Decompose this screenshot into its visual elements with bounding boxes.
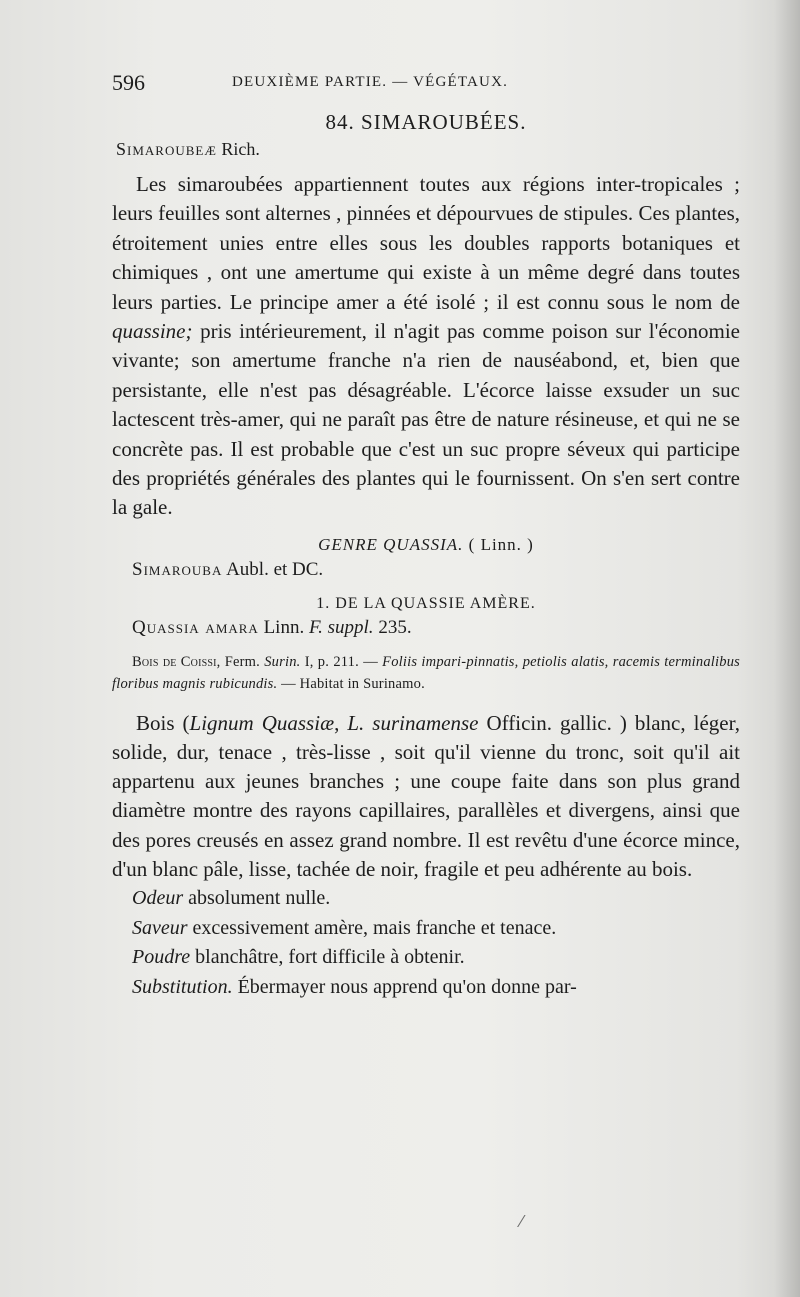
species-name-line (132, 617, 740, 639)
property-text: Ébermayer nous apprend qu'on donne par- (232, 975, 577, 998)
ref-habitat: — Habitat in Surinamo. (277, 675, 425, 692)
running-head: DEUXIÈME PARTIE. — VÉGÉTAUX. (232, 74, 509, 90)
page-header (112, 62, 740, 96)
page-number: 596 (112, 70, 145, 95)
species-ref-page: 235. (378, 616, 412, 638)
ref-common-name: Bois de Coissi (132, 653, 217, 670)
section-title: 84. SIMAROUBÉES. (325, 110, 527, 134)
property-label: Odeur (132, 887, 184, 910)
genus-synonym (132, 559, 740, 581)
intro-text-b: pris intérieurement, il n'agit pas comme poison sur l'économie vivante; son amertume franche n'a rien de nauséabond, et, bien que persistante, elle n'est pas désagréable. L'écorce laisse exsuder un suc lactescent très-amer, qui ne paraît pas être de nature résineuse, et qui ne se concrète pas. Il est probable que c'est un suc propre séveux qui participe des propriétés générales des plantes qui le fournissent. On s'en sert contre la gale. (112, 319, 740, 520)
desc-text-c: , (334, 710, 348, 735)
genus-author: ( Linn. ) (468, 534, 534, 554)
property-label: Saveur (132, 916, 188, 939)
intro-paragraph (112, 170, 740, 523)
desc-text-e: Officin. gallic. ) blanc, léger, solide, dur, tenace , très-lisse , soit qu'il vienne du tronc, soit qu'il ait appartenu aux jeunes branches ; une coupe faite dans son plus grand diamètre montre des rayons capillaires, parallèles et divergens, ainsi que des pores creusés en assez grand nombre. Il est revêtu d'une écorce mince, d'un blanc pâle, lisse, tachée de noir, fragile et peu adhérente au bois. (112, 710, 741, 881)
page-edge-shadow (774, 0, 800, 1297)
desc-surinamense: L. surinamense (347, 710, 479, 735)
synonym-name: Simarouba (132, 558, 223, 580)
property-saveur (112, 914, 740, 944)
genus-name: GENRE QUASSIA. (318, 534, 464, 554)
reference-note (112, 651, 740, 695)
ref-text-4: I, p. 211. — (300, 653, 383, 670)
property-text: excessivement amère, mais franche et tenace. (187, 916, 557, 939)
ref-text-2: , Ferm. (216, 653, 265, 670)
page-mark: ⁄ (520, 1212, 523, 1231)
family-author: Rich. (221, 139, 260, 159)
desc-lignum: Lignum Quassiæ (189, 710, 335, 735)
species-heading: 1. DE LA QUASSIE AMÈRE. (316, 594, 536, 612)
property-label: Poudre (132, 946, 191, 969)
property-text: blanchâtre, fort difficile à obtenir. (190, 946, 465, 969)
property-label: Substitution. (132, 975, 233, 998)
page-text-block (112, 62, 740, 1002)
species-latin-name: Quassia amara (132, 616, 259, 638)
quassine-term: quassine; (112, 319, 193, 344)
desc-text-a: Bois ( (136, 710, 190, 735)
ref-work: Surin. (264, 653, 301, 670)
species-author: Linn. (263, 616, 305, 638)
property-poudre (112, 943, 740, 973)
genus-heading (112, 535, 740, 555)
property-substitution (112, 973, 740, 1003)
property-odeur (112, 884, 740, 914)
synonym-author: Aubl. et DC. (226, 558, 324, 580)
intro-text-a: Les simaroubées appartiennent toutes aux régions inter-tropicales ; leurs feuilles sont alternes , pinnées et dépourvues de stipules. Ces plantes, étroitement unies entre elles sous les doubles rapports botaniques et chimiques , ont une amertume qui existe à un même degré dans toutes leurs parties. Le principe amer a été isolé ; il est connu sous le nom de (112, 172, 740, 314)
species-ref-work: F. suppl. (308, 616, 374, 638)
wood-description-paragraph (112, 709, 740, 884)
family-latin-name: Simaroubeæ (116, 139, 217, 159)
ref-description: Foliis impari-pinnatis, petiolis alatis, racemis terminalibus floribus magnis rubicundis. (112, 653, 740, 692)
property-text: absolument nulle. (183, 887, 331, 910)
section-subtitle (116, 139, 740, 160)
